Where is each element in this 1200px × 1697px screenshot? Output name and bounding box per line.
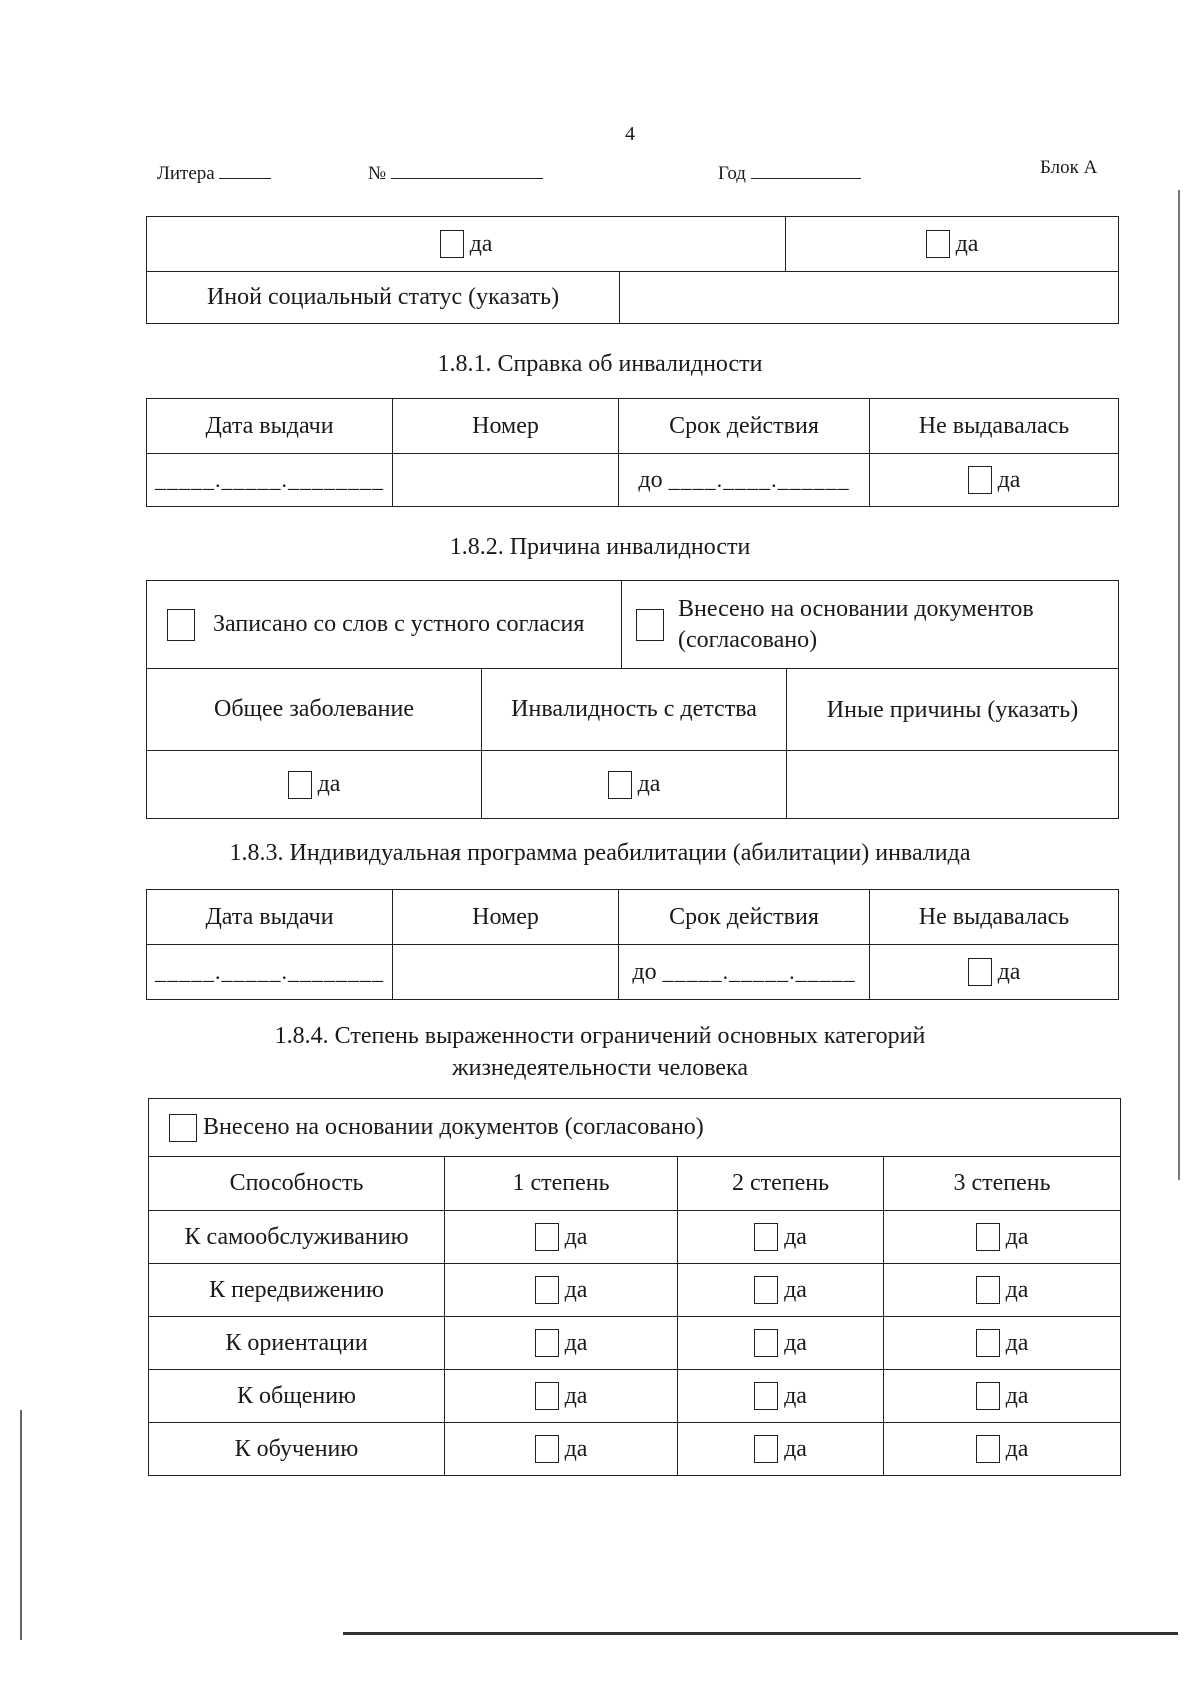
limitations-docs-cell: Внесено на основании документов (согласовано) — [149, 1099, 1121, 1157]
checkbox[interactable] — [608, 771, 632, 799]
checkbox[interactable] — [535, 1276, 559, 1304]
degree-1-cell: да — [445, 1211, 678, 1264]
checkbox[interactable] — [976, 1329, 1000, 1357]
number-label: № — [368, 163, 387, 184]
degree-1-cell: да — [445, 1317, 678, 1370]
other-status-input[interactable] — [620, 272, 1119, 324]
degree-2-cell: да — [678, 1423, 884, 1476]
validity-input[interactable]: до ____.____.______ — [619, 454, 870, 507]
social-status-right-cell: да — [786, 217, 1119, 272]
not-issued-cell: да — [870, 454, 1119, 507]
year-field — [718, 160, 861, 185]
date-input[interactable]: _____._____.________ — [147, 454, 393, 507]
col-ability: Способность — [149, 1157, 445, 1211]
col-date-header: Дата выдачи — [147, 399, 393, 454]
other-status-label: Иной социальный статус (указать) — [147, 272, 620, 324]
social-status-table — [146, 216, 1119, 324]
col-validity-header: Срок действия — [619, 399, 870, 454]
ability-row — [149, 1317, 1121, 1370]
col-date-header: Дата выдачи — [147, 890, 393, 945]
year-label: Год — [718, 163, 746, 184]
col-degree-1: 1 степень — [445, 1157, 678, 1211]
litera-label: Литера — [157, 163, 215, 184]
degree-3-cell: да — [884, 1423, 1121, 1476]
other-causes-input[interactable] — [787, 751, 1119, 819]
block-label: Блок А — [1040, 157, 1098, 178]
checkbox[interactable] — [754, 1276, 778, 1304]
section-1-8-1-title: 1.8.1. Справка об инвалидности — [437, 351, 763, 377]
degree-3-cell: да — [884, 1211, 1121, 1264]
recorded-oral-cell: Записано со слов с устного согласия — [147, 581, 622, 669]
degree-3-cell: да — [884, 1264, 1121, 1317]
checkbox[interactable] — [976, 1435, 1000, 1463]
section-1-8-2-title: 1.8.2. Причина инвалидности — [449, 534, 751, 560]
col-number-header: Номер — [393, 890, 619, 945]
recorded-docs-cell: Внесено на основании документов (согласовано) — [622, 581, 1119, 669]
ability-label: К общению — [149, 1370, 445, 1423]
degree-2-cell: да — [678, 1370, 884, 1423]
col-not-issued-header: Не выдавалась — [870, 399, 1119, 454]
checkbox[interactable] — [288, 771, 312, 799]
degree-3-cell: да — [884, 1370, 1121, 1423]
col-degree-3: 3 степень — [884, 1157, 1121, 1211]
checkbox[interactable] — [440, 230, 464, 258]
col-general-disease: Общее заболевание — [147, 669, 482, 751]
number-field — [368, 160, 543, 185]
checkbox[interactable] — [636, 609, 664, 641]
degree-2-cell: да — [678, 1317, 884, 1370]
col-not-issued-header: Не выдавалась — [870, 890, 1119, 945]
validity-input[interactable]: до _____._____._____ — [619, 945, 870, 1000]
ability-label: К обучению — [149, 1423, 445, 1476]
scan-bottom-line — [343, 1632, 1178, 1635]
social-status-left-cell: да — [147, 217, 786, 272]
degree-2-cell: да — [678, 1211, 884, 1264]
rehabilitation-program-table — [146, 889, 1119, 1000]
scan-edge-line — [20, 1410, 22, 1640]
checkbox[interactable] — [167, 609, 195, 641]
ability-row — [149, 1423, 1121, 1476]
col-degree-2: 2 степень — [678, 1157, 884, 1211]
section-1-8-4-title-line2: жизнедеятельности человека — [452, 1055, 748, 1081]
section-1-8-4-title — [0, 1020, 1200, 1084]
disability-certificate-table — [146, 398, 1119, 507]
litera-blank[interactable] — [219, 160, 271, 179]
number-input[interactable] — [393, 945, 619, 1000]
checkbox[interactable] — [926, 230, 950, 258]
checkbox[interactable] — [754, 1223, 778, 1251]
checkbox[interactable] — [976, 1223, 1000, 1251]
degree-1-cell: да — [445, 1370, 678, 1423]
checkbox[interactable] — [976, 1276, 1000, 1304]
section-1-8-3-title: 1.8.3. Индивидуальная программа реабилитации (абилитации) инвалида — [229, 840, 971, 866]
checkbox[interactable] — [754, 1329, 778, 1357]
checkbox[interactable] — [169, 1114, 197, 1142]
degree-1-cell: да — [445, 1264, 678, 1317]
limitations-table — [148, 1098, 1121, 1476]
ability-row — [149, 1370, 1121, 1423]
date-input[interactable]: _____._____.________ — [147, 945, 393, 1000]
scan-edge-line — [1178, 190, 1180, 1180]
col-validity-header: Срок действия — [619, 890, 870, 945]
ability-row — [149, 1264, 1121, 1317]
disability-cause-table — [146, 580, 1119, 819]
ability-row — [149, 1211, 1121, 1264]
checkbox[interactable] — [535, 1382, 559, 1410]
checkbox[interactable] — [754, 1382, 778, 1410]
checkbox[interactable] — [535, 1435, 559, 1463]
degree-2-cell: да — [678, 1264, 884, 1317]
checkbox[interactable] — [754, 1435, 778, 1463]
checkbox[interactable] — [968, 958, 992, 986]
degree-1-cell: да — [445, 1423, 678, 1476]
number-blank[interactable] — [391, 160, 543, 179]
ability-label: К самообслуживанию — [149, 1211, 445, 1264]
number-input[interactable] — [393, 454, 619, 507]
col-childhood-disability: Инвалидность с детства — [482, 669, 787, 751]
not-issued-cell: да — [870, 945, 1119, 1000]
checkbox[interactable] — [535, 1223, 559, 1251]
litera-field — [157, 160, 271, 185]
page-number: 4 — [625, 123, 635, 145]
section-1-8-4-title-line1: 1.8.4. Степень выраженности ограничений основных категорий — [274, 1023, 926, 1049]
col-number-header: Номер — [393, 399, 619, 454]
year-blank[interactable] — [751, 160, 861, 179]
checkbox[interactable] — [976, 1382, 1000, 1410]
ability-rows — [149, 1211, 1121, 1476]
general-disease-cell: да — [147, 751, 482, 819]
ability-label: К ориентации — [149, 1317, 445, 1370]
childhood-disability-cell: да — [482, 751, 787, 819]
degree-3-cell: да — [884, 1317, 1121, 1370]
checkbox[interactable] — [535, 1329, 559, 1357]
col-other-causes: Иные причины (указать) — [787, 669, 1119, 751]
ability-label: К передвижению — [149, 1264, 445, 1317]
checkbox[interactable] — [968, 466, 992, 494]
